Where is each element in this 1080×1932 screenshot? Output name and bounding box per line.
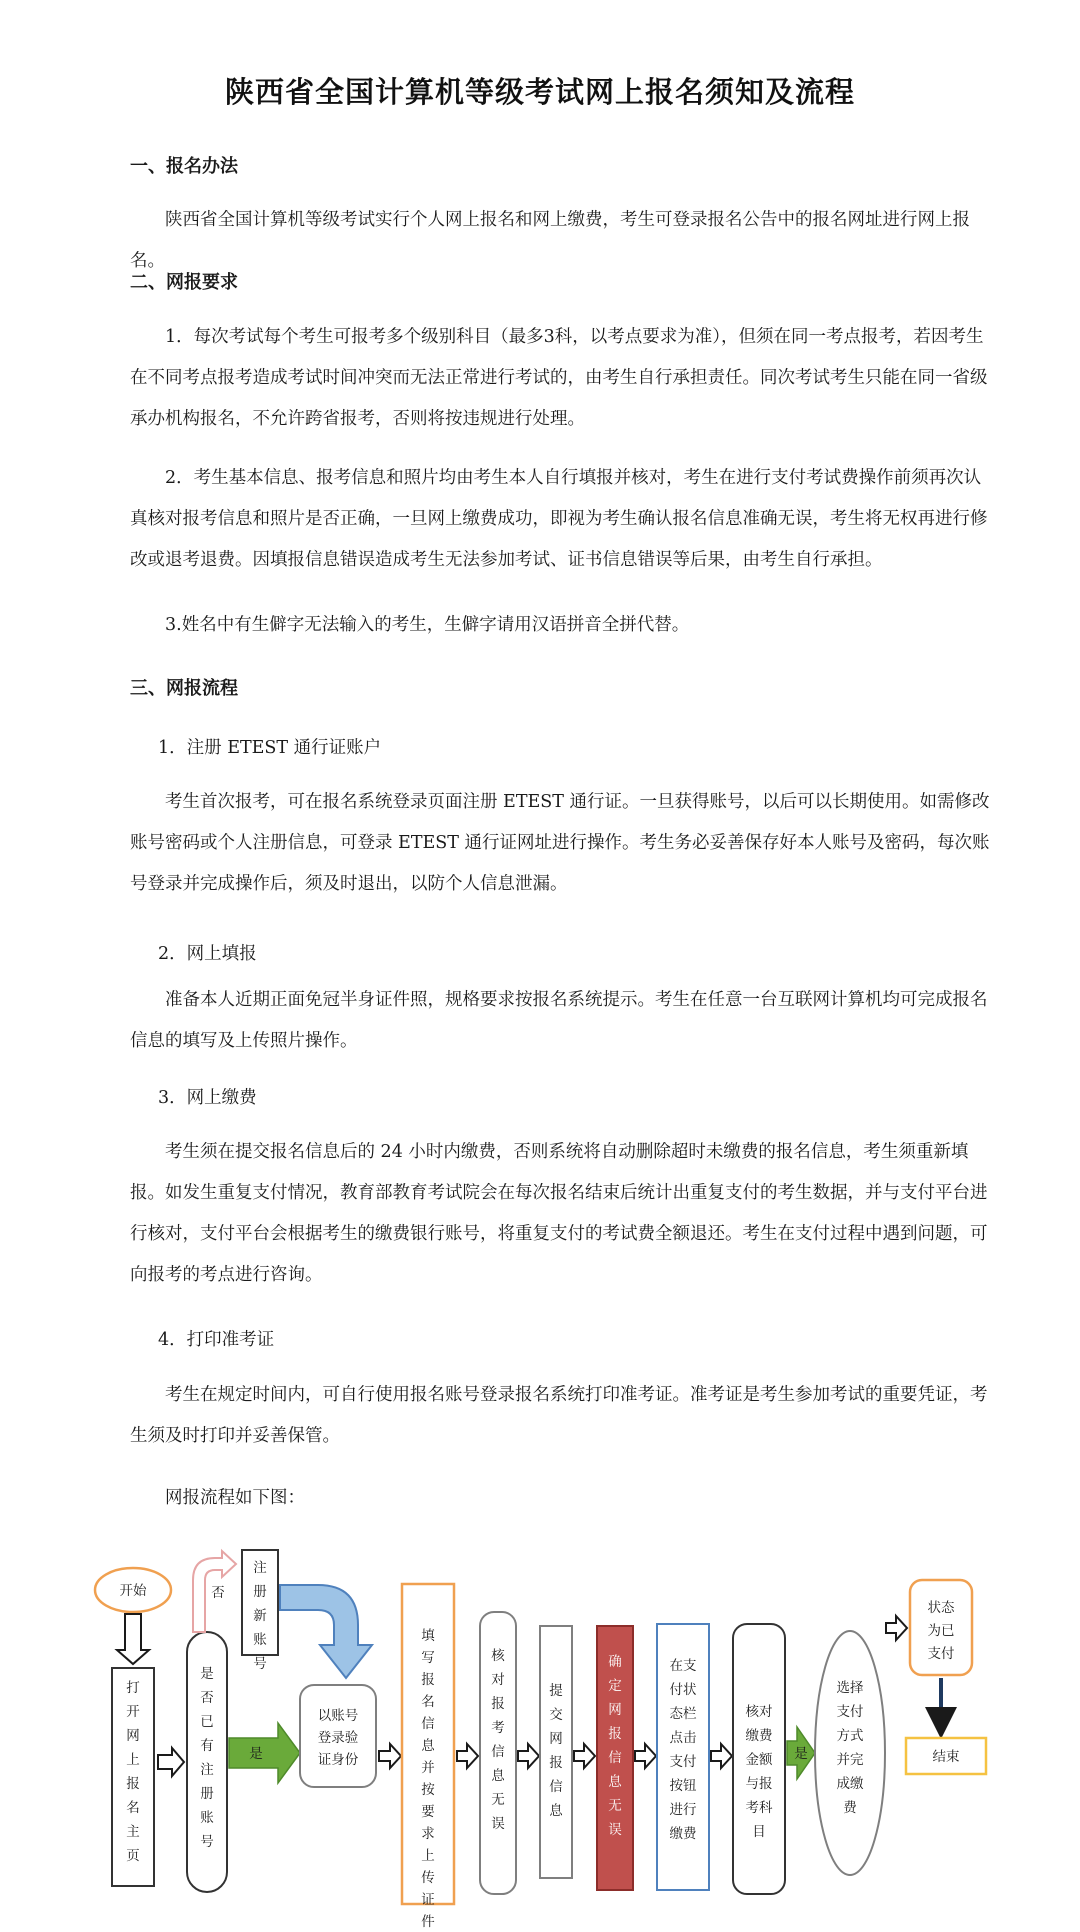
flow-char: 是 [200, 1666, 214, 1682]
flow-char: 网 [126, 1728, 140, 1744]
arrow-right-2 [379, 1744, 401, 1768]
choose-pay-line-2: 支付 [836, 1704, 864, 1720]
flow-char: 号 [200, 1834, 214, 1850]
step-1-text: 考生首次报考，可在报名系统登录页面注册 ETEST 通行证。一旦获得账号，以后可以长期使用。如需修改账号密码或个人注册信息，可登录 ETEST 通行证网址进行操作。考生务必妥善保存好本人账号及密码，每次账号登录并完成操作后，须及时退出，以防个人信息泄漏。 [130, 792, 990, 894]
choose-pay-line-6: 费 [843, 1800, 857, 1816]
flow-char: 无 [608, 1798, 622, 1814]
flow-char: 提 [549, 1683, 563, 1699]
arrow-down-1 [117, 1614, 149, 1664]
step-3-heading: 3．网上缴费 [158, 1088, 257, 1108]
flow-char: 填 [421, 1628, 435, 1644]
step-3-text: 考生须在提交报名信息后的 24 小时内缴费，否则系统将自动删除超时未缴费的报名信息，考生须重新填报。如发生重复支付情况，教育部教育考试院会在每次报名结束后统计出重复支付的考生数据，并与支付平台进行核对，支付平台会根据考生的缴费银行账号，将重复支付的考试费全额退还。考生在支付过程中遇到问题，可向报考的考点进行咨询。 [130, 1142, 988, 1285]
pay-click-line-6: 按钮 [669, 1778, 697, 1794]
arrow-right-7 [711, 1744, 732, 1768]
flow-char: 证 [421, 1892, 435, 1908]
step-4-text: 考生在规定时间内，可自行使用报名账号登录报名系统打印准考证。准考证是考生参加考试的重要凭证，考生须及时打印并妥善保管。 [130, 1385, 988, 1446]
pay-click-line-3: 态栏 [669, 1706, 697, 1722]
flow-char: 页 [126, 1848, 140, 1864]
end-label: 结束 [932, 1749, 960, 1765]
flow-char: 无 [491, 1792, 505, 1808]
arrow-right-6 [635, 1744, 656, 1768]
login-label-1: 以账号 [317, 1708, 359, 1724]
flow-char: 误 [608, 1822, 622, 1838]
flow-char: 有 [200, 1738, 214, 1754]
arrow-right-3 [457, 1744, 478, 1768]
arrow-right-4 [518, 1744, 539, 1768]
flow-char: 按 [421, 1782, 435, 1798]
login-label-3: 证身份 [317, 1752, 359, 1768]
flow-char: 注 [200, 1762, 214, 1778]
flow-char: 名 [421, 1694, 435, 1710]
choose-pay-line-3: 方式 [836, 1728, 864, 1744]
flow-char: 信 [421, 1716, 435, 1732]
yes-label-2: 是 [794, 1746, 808, 1762]
no-label: 否 [211, 1585, 225, 1601]
flow-char: 信 [549, 1779, 563, 1795]
flow-char: 报 [491, 1696, 505, 1712]
step-1-heading: 1．注册 ETEST 通行证账户 [158, 738, 382, 758]
flow-char: 名 [126, 1800, 140, 1816]
flow-char: 号 [253, 1656, 267, 1672]
arrow-right-5 [574, 1744, 595, 1768]
flow-char: 传 [421, 1870, 435, 1886]
flow-char: 报 [126, 1776, 140, 1792]
choose-pay-line-4: 并完 [836, 1752, 864, 1768]
flow-char: 息 [421, 1738, 435, 1754]
pay-click-line-8: 缴费 [669, 1826, 697, 1842]
flow-intro: 网报流程如下图： [165, 1488, 305, 1508]
submit-node [540, 1626, 572, 1878]
flow-char: 打 [126, 1680, 140, 1696]
flow-char: 件 [421, 1914, 435, 1930]
flow-char: 上 [126, 1752, 140, 1768]
check-fee-line-5: 考科 [745, 1800, 773, 1816]
flow-char: 报 [549, 1755, 563, 1771]
status-line-2: 为已 [927, 1623, 955, 1639]
flow-char: 已 [200, 1714, 214, 1730]
check-fee-line-2: 缴费 [745, 1728, 773, 1744]
section-heading-2: 二、网报要求 [130, 272, 238, 293]
flow-char: 确 [608, 1654, 622, 1670]
flow-char: 网 [549, 1731, 563, 1747]
pay-click-line-5: 支付 [669, 1754, 697, 1770]
check-fee-line-4: 与报 [745, 1776, 773, 1792]
status-line-3: 支付 [927, 1646, 955, 1662]
requirement-1: 1．每次考试每个考生可报考多个级别科目（最多3科，以考点要求为准），但须在同一考点报考，若因考生在不同考点报考造成考试时间冲突而无法正常进行考试的，由考生自行承担责任。同次考试考生只能在同一省级承办机构报名，不允许跨省报考，否则将按违规进行处理。 [130, 327, 988, 429]
flow-char: 对 [491, 1672, 505, 1688]
pay-click-line-7: 进行 [669, 1802, 697, 1818]
flow-char: 账 [253, 1632, 267, 1648]
status-line-1: 状态 [927, 1600, 955, 1616]
section-1-text: 陕西省全国计算机等级考试实行个人网上报名和网上缴费，考生可登录报名公告中的报名网址进行网上报名。 [130, 210, 970, 271]
flow-char: 核 [491, 1648, 505, 1664]
flow-char: 考 [491, 1720, 505, 1736]
pay-click-line-1: 在支 [669, 1658, 697, 1674]
flow-char: 否 [200, 1690, 214, 1706]
pay-click-line-4: 点击 [669, 1730, 697, 1746]
start-label: 开始 [119, 1583, 147, 1599]
flowchart [0, 1540, 1080, 1930]
flow-char: 并 [421, 1760, 435, 1776]
check-fee-line-6: 目 [752, 1824, 766, 1840]
step-2-heading: 2．网上填报 [158, 944, 257, 964]
flow-char: 注 [253, 1560, 267, 1576]
flow-char: 写 [421, 1650, 435, 1666]
flow-char: 开 [126, 1704, 140, 1720]
arrow-right-8 [886, 1616, 907, 1640]
flow-char: 信 [491, 1744, 505, 1760]
choose-pay-line-5: 成缴 [836, 1776, 864, 1792]
pay-click-line-2: 付状 [669, 1682, 697, 1698]
flow-char: 主 [126, 1824, 140, 1840]
flow-char: 定 [608, 1678, 622, 1694]
arrow-right-1 [158, 1748, 184, 1776]
flow-char: 报 [421, 1672, 435, 1688]
flow-char: 交 [549, 1707, 563, 1723]
requirement-2: 2．考生基本信息、报考信息和照片均由考生本人自行填报并核对，考生在进行支付考试费操作前须再次认真核对报考信息和照片是否正确，一旦网上缴费成功，即视为考生确认报名信息准确无误，考生将无权再进行修改或退考退费。因填报信息错误造成考生无法参加考试、证书信息错误等后果，由考生自行承担。 [130, 468, 988, 570]
flow-char: 册 [200, 1786, 214, 1802]
flow-char: 息 [549, 1803, 563, 1819]
flow-char: 网 [608, 1702, 622, 1718]
flow-char: 息 [491, 1768, 505, 1784]
page-title: 陕西省全国计算机等级考试网上报名须知及流程 [224, 75, 855, 109]
step-4-heading: 4．打印准考证 [158, 1330, 275, 1350]
section-heading-1: 一、报名办法 [130, 156, 238, 177]
step-2-text: 准备本人近期正面免冠半身证件照，规格要求按报名系统提示。考生在任意一台互联网计算机均可完成报名信息的填写及上传照片操作。 [130, 990, 988, 1051]
flow-char: 息 [608, 1774, 622, 1790]
flow-char: 上 [421, 1848, 435, 1864]
flow-char: 新 [253, 1608, 267, 1624]
blue-arrow [280, 1585, 372, 1678]
yes-arrow [229, 1723, 300, 1783]
flow-char: 误 [491, 1816, 505, 1832]
yes-label: 是 [249, 1746, 263, 1762]
flow-char: 要 [421, 1804, 435, 1820]
requirement-3: 3.姓名中有生僻字无法输入的考生，生僻字请用汉语拼音全拼代替。 [165, 615, 690, 635]
flow-char: 求 [421, 1826, 435, 1842]
flow-char: 报 [608, 1726, 622, 1742]
login-label-2: 登录验 [317, 1730, 359, 1746]
choose-pay-line-1: 选择 [836, 1680, 864, 1696]
check-fee-line-3: 金额 [745, 1752, 773, 1768]
check-fee-line-1: 核对 [745, 1704, 773, 1720]
flow-char: 账 [200, 1810, 214, 1826]
flow-char: 信 [608, 1750, 622, 1766]
section-heading-3: 三、网报流程 [130, 678, 238, 699]
flow-char: 册 [253, 1584, 267, 1600]
